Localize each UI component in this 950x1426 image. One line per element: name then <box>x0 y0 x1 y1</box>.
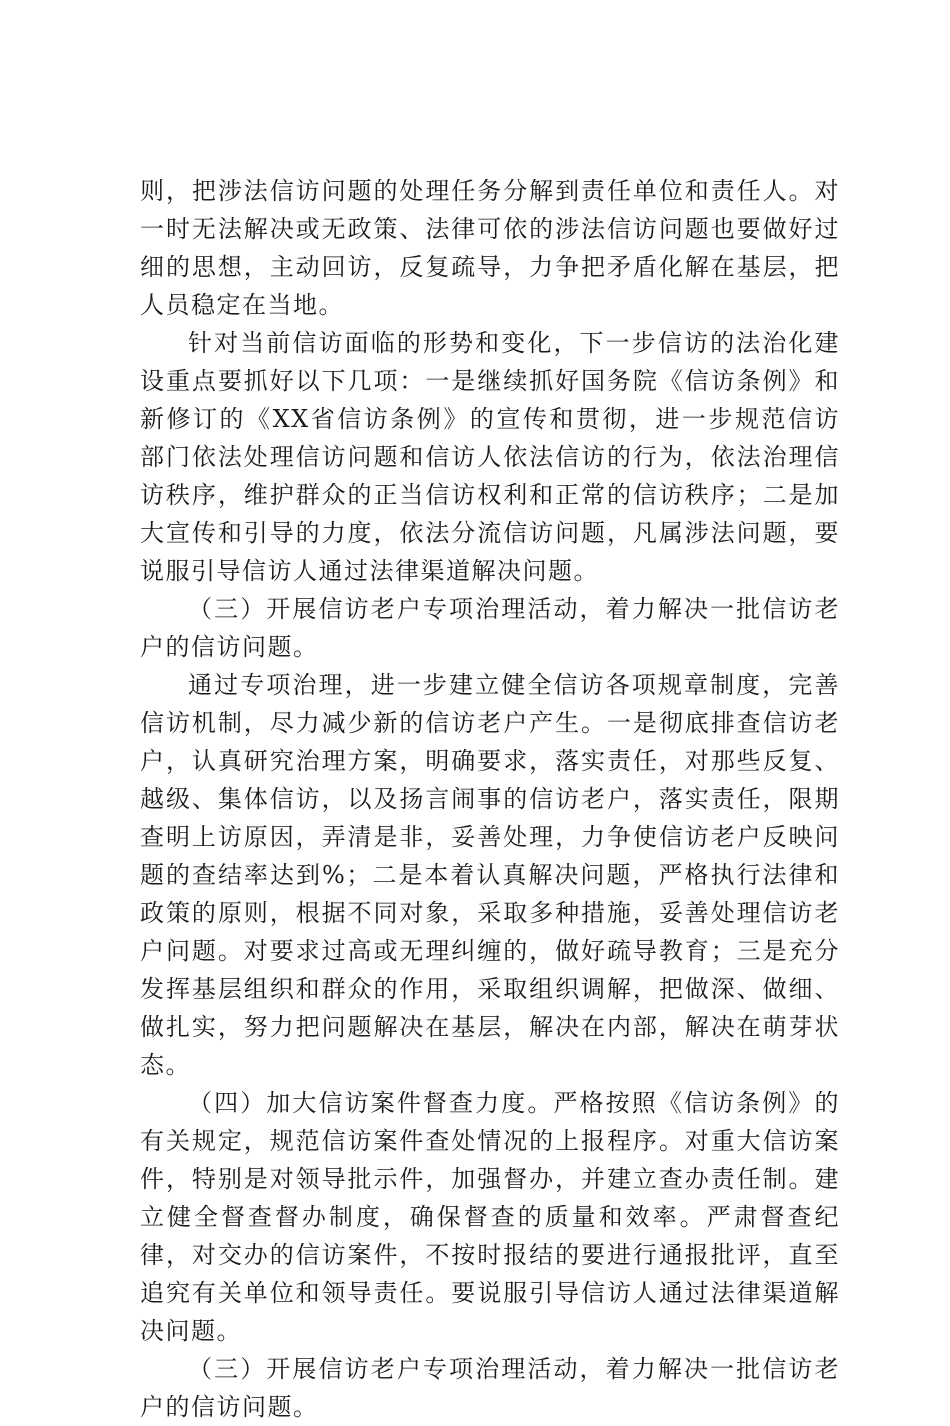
document-page <box>140 172 840 1426</box>
section-heading-three-repeat: （三）开展信访老户专项治理活动，着力解决一批信访老户的信访问题。 <box>140 1355 840 1421</box>
section-heading-three: （三）开展信访老户专项治理活动，着力解决一批信访老户的信访问题。 <box>140 595 840 661</box>
section-heading-four: （四）加大信访案件督查力度。严格按照《信访条例》的有关规定，规范信访案件查处情况的上报程序。对重大信访案件，特别是对领导批示件，加强督办，并建立查办责任制。建立健全督查督办制度，确保督查的质量和效率。严肃督查纪律，对交办的信访案件，不按时报结的要进行通报批评，直至追究有关单位和领导责任。要说服引导信访人通过法律渠道解决问题。 <box>140 1089 840 1345</box>
paragraph-legal-construction: 针对当前信访面临的形势和变化，下一步信访的法治化建设重点要抓好以下几项：一是继续抓好国务院《信访条例》和新修订的《XX省信访条例》的宣传和贯彻，进一步规范信访部门依法处理信访问题和信访人依法信访的行为，依法治理信访秩序，维护群众的正当信访权利和正常的信访秩序；二是加大宣传和引导的力度，依法分流信访问题，凡属涉法问题，要说服引导信访人通过法律渠道解决问题。 <box>140 329 840 585</box>
paragraph-continuation: 则，把涉法信访问题的处理任务分解到责任单位和责任人。对一时无法解决或无政策、法律可依的涉法信访问题也要做好过细的思想，主动回访，反复疏导，力争把矛盾化解在基层，把人员稳定在当地。 <box>140 177 840 319</box>
paragraph-special-treatment: 通过专项治理，进一步建立健全信访各项规章制度，完善信访机制，尽力减少新的信访老户产生。一是彻底排查信访老户，认真研究治理方案，明确要求，落实责任，对那些反复、越级、集体信访，以及扬言闹事的信访老户，落实责任，限期查明上访原因，弄清是非，妥善处理，力争使信访老户反映问题的查结率达到%；二是本着认真解决问题，严格执行法律和政策的原则，根据不同对象，采取多种措施，妥善处理信访老户问题。对要求过高或无理纠缠的，做好疏导教育；三是充分发挥基层组织和群众的作用，采取组织调解，把做深、做细、做扎实，努力把问题解决在基层，解决在内部，解决在萌芽状态。 <box>140 671 840 1079</box>
